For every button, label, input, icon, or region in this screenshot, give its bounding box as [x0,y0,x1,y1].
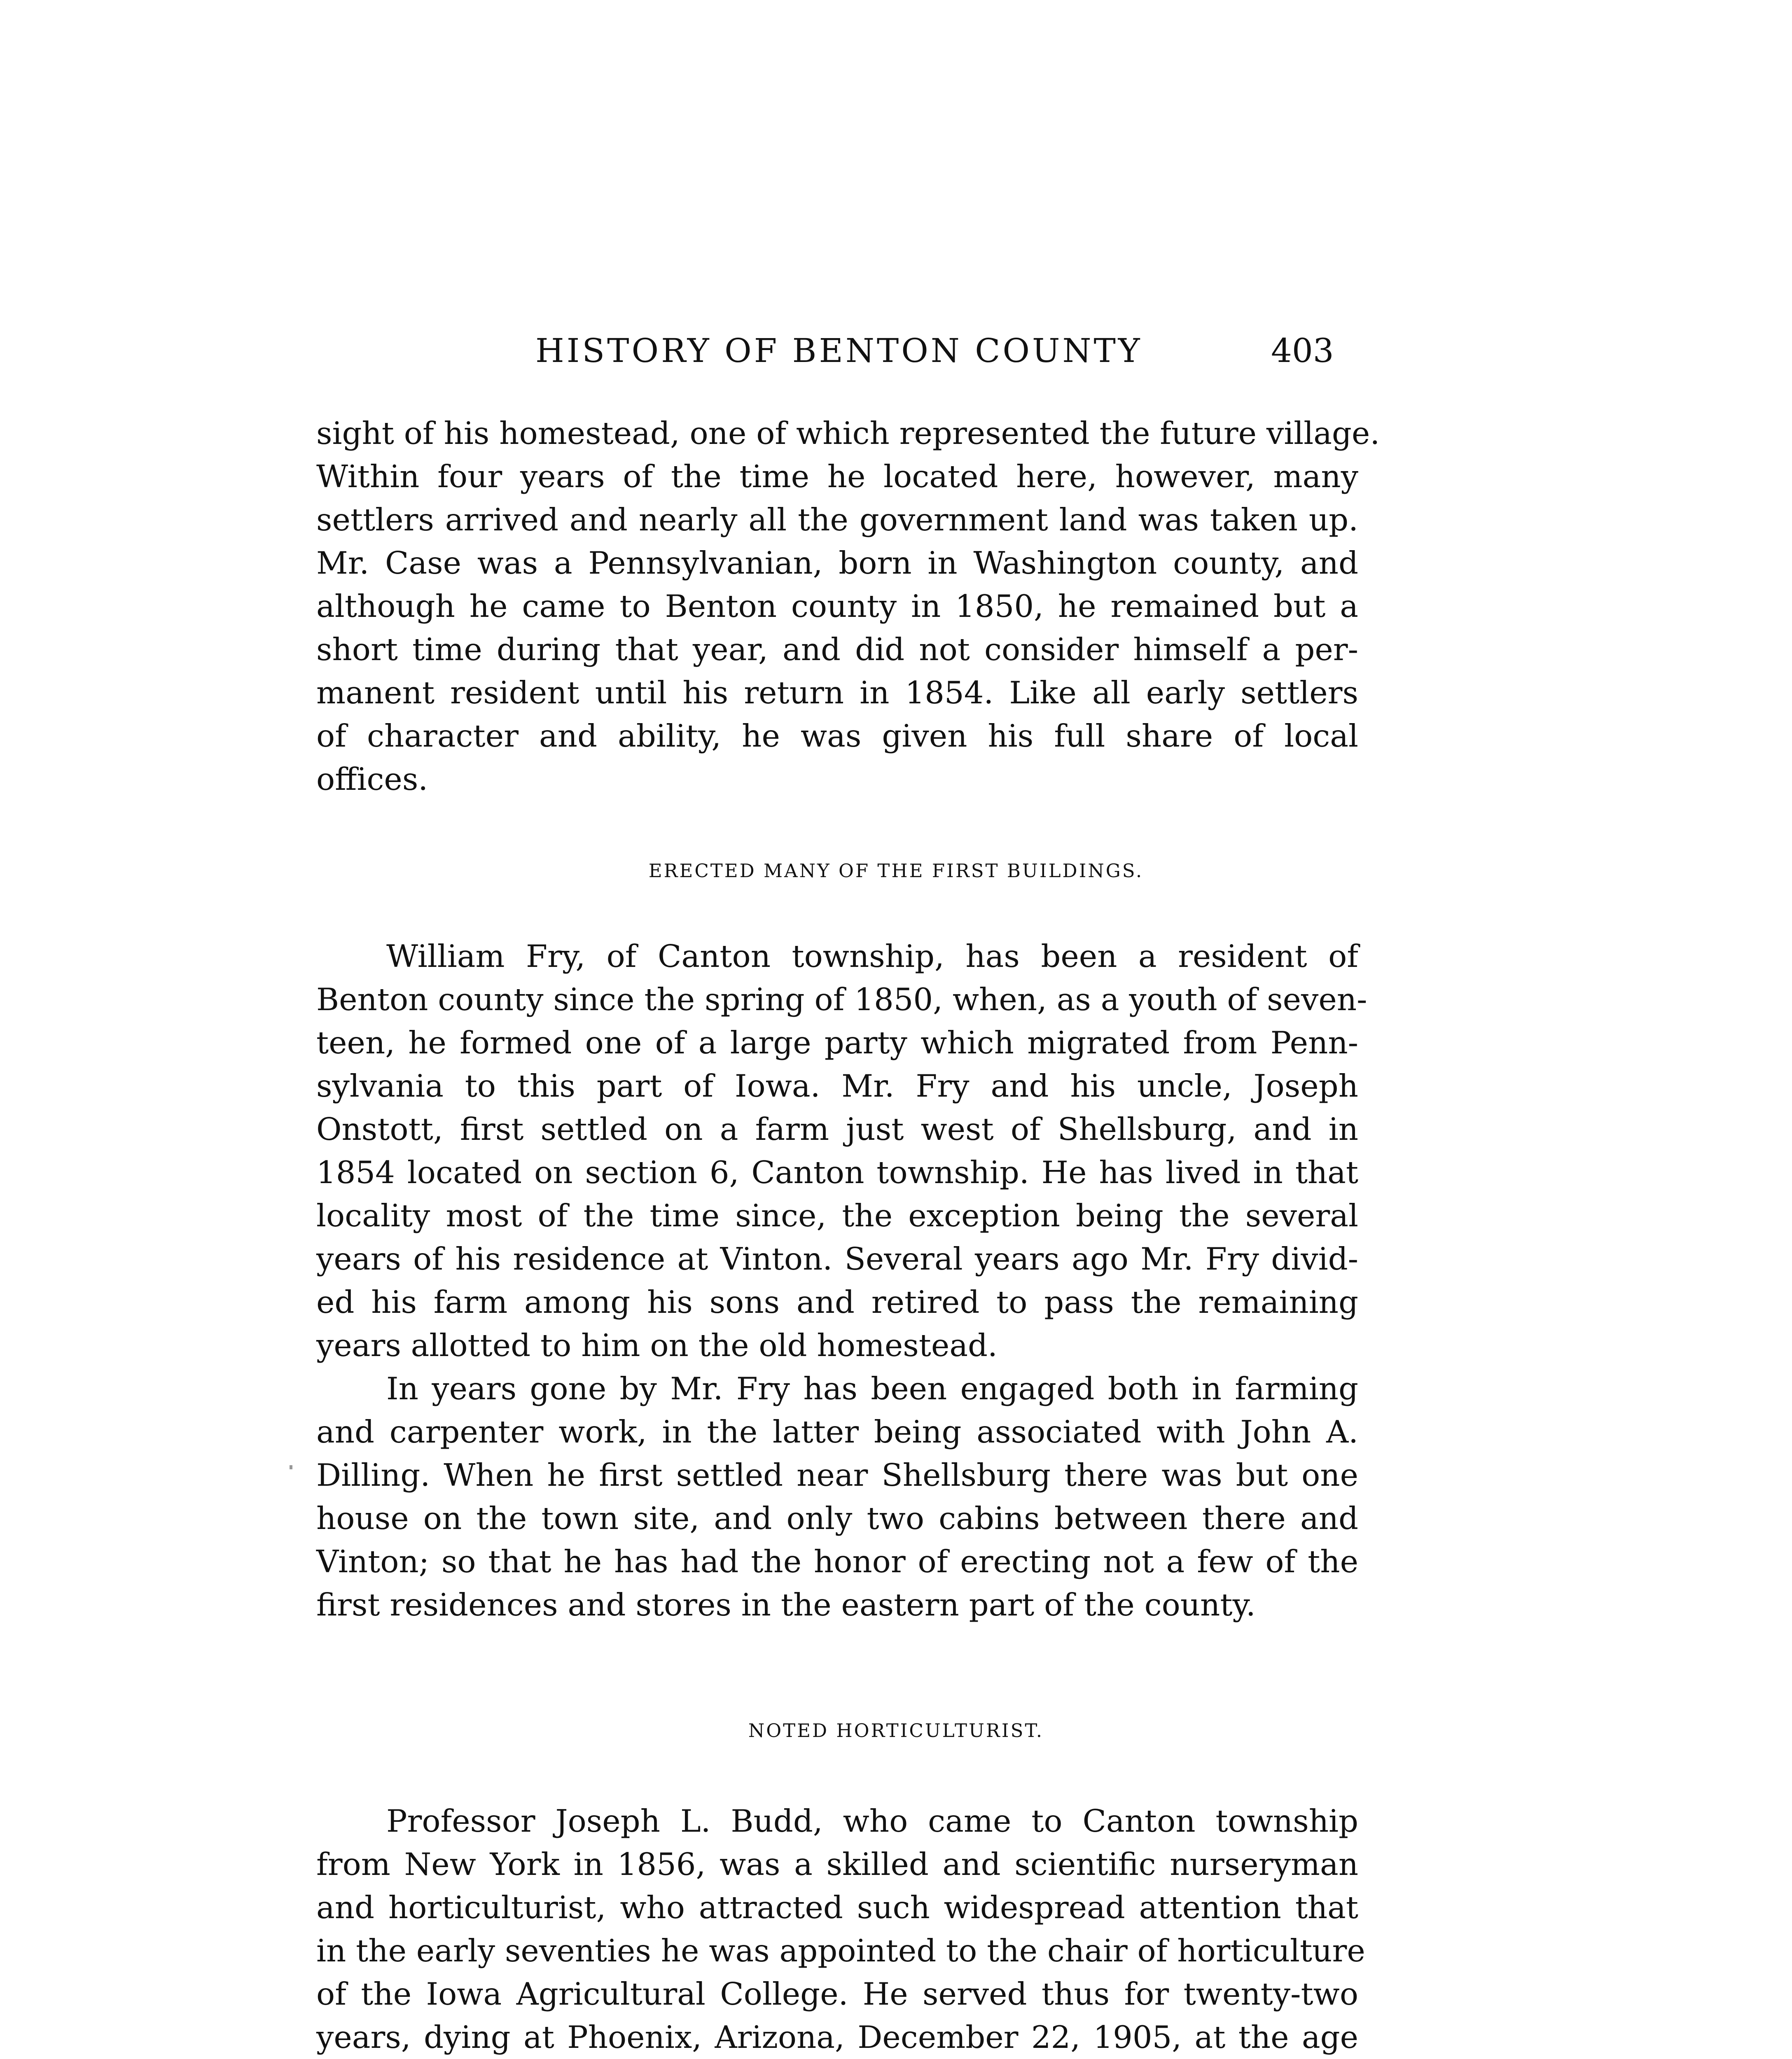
text-line: Mr. Case was a Pennsylvanian, born in Washington county, and [316,545,1358,581]
text-line: sylvania to this part of Iowa. Mr. Fry and his uncle, Joseph [316,1068,1358,1104]
paragraph-joseph-budd [316,1800,1365,2059]
text-line: In years gone by Mr. Fry has been engaged both in farming [386,1370,1358,1407]
text-line: from New York in 1856, was a skilled and scientific nurseryman [316,1846,1358,1882]
running-head: HISTORY OF BENTON COUNTY [535,331,1142,370]
text-line: and carpenter work, in the latter being associated with John A. [316,1414,1358,1450]
text-line: years, dying at Phoenix, Arizona, December 22, 1905, at the age [316,2019,1358,2055]
text-line: Onstott, first settled on a farm just west of Shellsburg, and in [316,1111,1358,1147]
text-line: William Fry, of Canton township, has been a resident of [386,938,1358,974]
text-line: sight of his homestead, one of which represented the future village. [316,415,1380,451]
text-line: short time during that year, and did not consider himself a per- [316,631,1358,668]
text-line: first residences and stores in the eastern part of the county. [316,1587,1256,1623]
text-line: offices. [316,761,428,797]
text-line: Within four years of the time he located here, however, many [316,458,1358,495]
paragraph-case-continuation [316,412,1380,801]
page-number: 403 [1271,331,1334,370]
text-line: years allotted to him on the old homestead. [316,1327,998,1363]
text-line: locality most of the time since, the exception being the several [316,1198,1358,1234]
text-line: in the early seventies he was appointed to the chair of horticulture [316,1933,1365,1969]
text-line: settlers arrived and nearly all the government land was taken up. [316,502,1358,538]
section-heading-first-buildings: ERECTED MANY OF THE FIRST BUILDINGS. [648,860,1144,882]
text-line: teen, he formed one of a large party which migrated from Penn- [316,1025,1358,1061]
text-line: Vinton; so that he has had the honor of erecting not a few of the [316,1543,1358,1580]
text-line: house on the town site, and only two cabins between there and [316,1500,1358,1536]
text-line: Dilling. When he first settled near Shellsburg there was but one [316,1457,1358,1493]
text-line: of the Iowa Agricultural College. He served thus for twenty-two [316,1976,1358,2012]
text-line: manent resident until his return in 1854. Like all early settlers [316,675,1358,711]
paragraph-william-fry [316,935,1367,1367]
text-line: Professor Joseph L. Budd, who came to Canton township [386,1803,1358,1839]
text-line: 1854 located on section 6, Canton township. He has lived in that [316,1154,1358,1191]
text-line: Benton county since the spring of 1850, when, as a youth of seven- [316,981,1367,1018]
text-line: of character and ability, he was given his full share of local [316,718,1358,754]
section-heading-horticulturist: NOTED HORTICULTURIST. [748,1720,1044,1742]
scan-speck [290,1465,292,1469]
text-line: years of his residence at Vinton. Several years ago Mr. Fry divid- [316,1241,1358,1277]
text-line: although he came to Benton county in 1850, he remained but a [316,588,1358,624]
text-line: and horticulturist, who attracted such widespread attention that [316,1889,1358,1926]
text-line: ed his farm among his sons and retired to pass the remaining [316,1284,1358,1320]
paragraph-fry-carpenter [316,1367,1358,1627]
